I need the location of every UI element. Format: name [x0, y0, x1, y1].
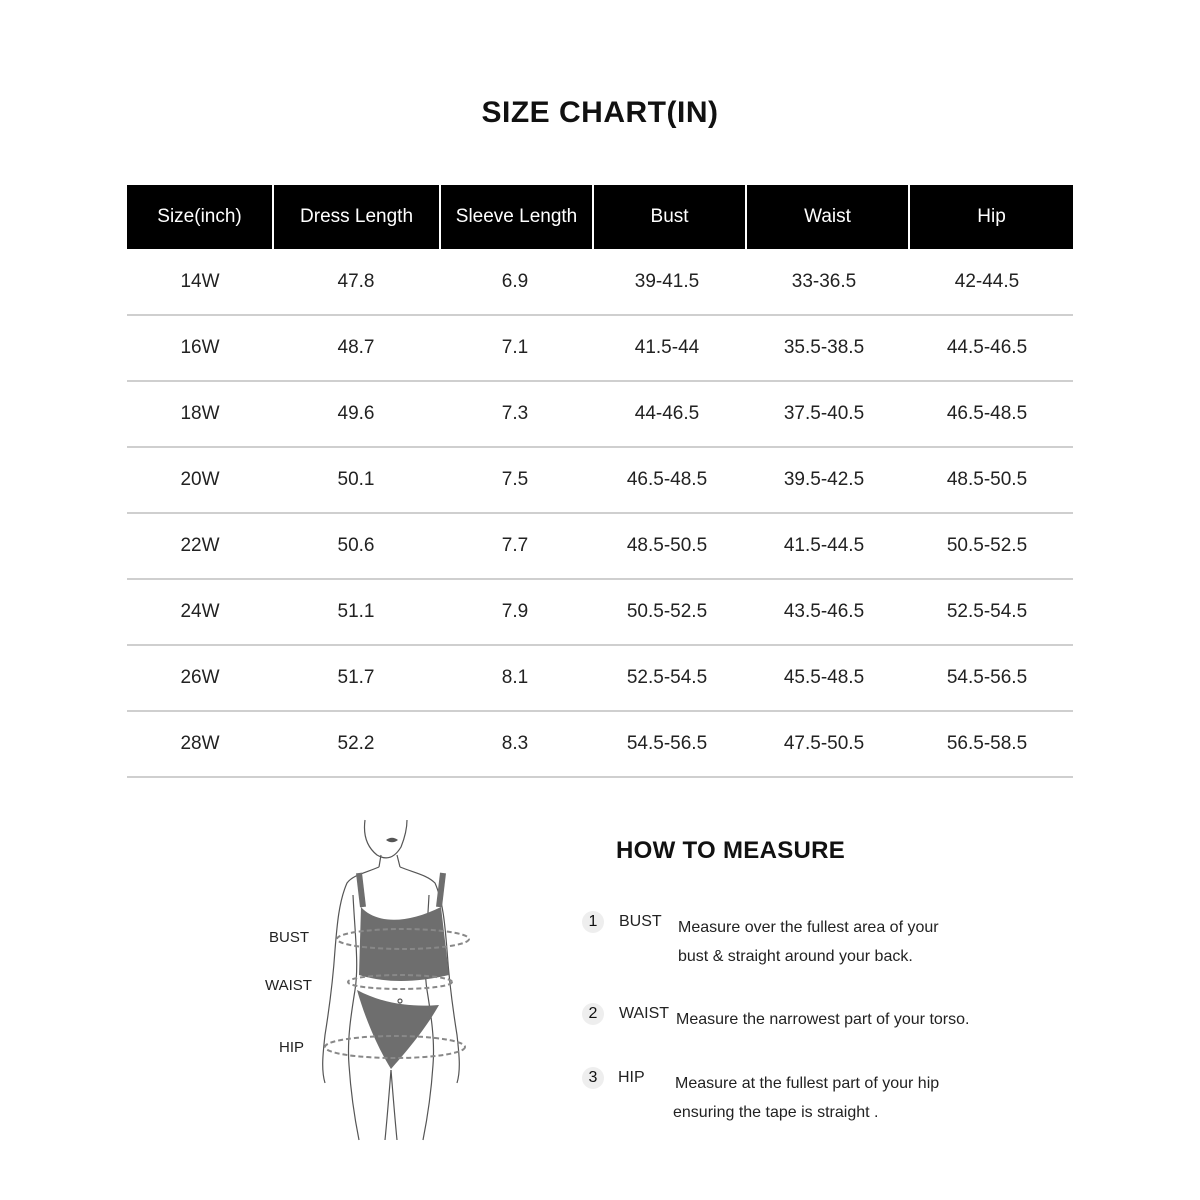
step-label: HIP: [618, 1069, 645, 1086]
table-row: [127, 250, 1073, 316]
table-row: [127, 316, 1073, 382]
cell-sleeve-length: 8.1: [501, 667, 529, 688]
cell-hip: 50.5-52.5: [946, 535, 1028, 556]
table-row: [127, 712, 1073, 778]
figure-label-bust: BUST: [269, 929, 310, 946]
cell-waist: 39.5-42.5: [783, 469, 865, 490]
step-text-line2: ensuring the tape is straight .: [673, 1104, 879, 1121]
step-label: WAIST: [619, 1005, 670, 1022]
table-row: [127, 514, 1073, 580]
cell-bust: 48.5-50.5: [626, 535, 708, 556]
page-title: SIZE CHART(IN): [481, 96, 719, 129]
cell-sleeve-length: 7.1: [501, 337, 529, 358]
cell-bust: 46.5-48.5: [626, 469, 708, 490]
cell-bust: 39-41.5: [634, 271, 700, 292]
cell-waist: 37.5-40.5: [783, 403, 865, 424]
step-text-line1: Measure the narrowest part of your torso.: [676, 1011, 970, 1028]
cell-sleeve-length: 7.9: [501, 601, 529, 622]
cell-sleeve-length: 7.7: [501, 535, 529, 556]
cell-waist: 35.5-38.5: [783, 337, 865, 358]
cell-dress-length: 51.7: [337, 667, 375, 688]
cell-sleeve-length: 7.3: [501, 403, 529, 424]
cell-hip: 54.5-56.5: [946, 667, 1028, 688]
cell-waist: 47.5-50.5: [783, 733, 865, 754]
cell-bust: 50.5-52.5: [626, 601, 708, 622]
cell-hip: 52.5-54.5: [946, 601, 1028, 622]
cell-size: 26W: [180, 667, 220, 688]
cell-sleeve-length: 6.9: [501, 271, 529, 292]
body-figure: [255, 815, 485, 1145]
cell-size: 24W: [180, 601, 220, 622]
cell-dress-length: 47.8: [337, 271, 375, 292]
cell-waist: 33-36.5: [791, 271, 857, 292]
figure-label-hip: HIP: [279, 1039, 305, 1056]
how-to-measure-title: HOW TO MEASURE: [616, 837, 846, 864]
header-dress-length: Dress Length: [274, 185, 439, 249]
header-hip: Hip: [910, 185, 1073, 249]
cell-hip: 48.5-50.5: [946, 469, 1028, 490]
step-label: BUST: [619, 913, 662, 930]
cell-dress-length: 50.1: [337, 469, 375, 490]
header-size: Size(inch): [127, 185, 272, 249]
header-bust: Bust: [594, 185, 745, 249]
cell-waist: 41.5-44.5: [783, 535, 865, 556]
cell-size: 18W: [180, 403, 220, 424]
cell-dress-length: 51.1: [337, 601, 375, 622]
cell-hip: 46.5-48.5: [946, 403, 1028, 424]
table-body: [127, 250, 1073, 778]
table-header: [127, 185, 1073, 249]
cell-sleeve-length: 7.5: [501, 469, 529, 490]
header-sleeve-length: Sleeve Length: [441, 185, 592, 249]
cell-size: 28W: [180, 733, 220, 754]
step-text-line2: bust & straight around your back.: [678, 948, 913, 965]
cell-dress-length: 50.6: [337, 535, 375, 556]
step-text-line1: Measure at the fullest part of your hip: [675, 1075, 940, 1092]
cell-hip: 42-44.5: [954, 271, 1020, 292]
cell-hip: 44.5-46.5: [946, 337, 1028, 358]
cell-bust: 54.5-56.5: [626, 733, 708, 754]
table-row: [127, 382, 1073, 448]
cell-hip: 56.5-58.5: [946, 733, 1028, 754]
cell-bust: 41.5-44: [634, 337, 700, 358]
step-text-line1: Measure over the fullest area of your: [678, 919, 939, 936]
cell-size: 22W: [180, 535, 220, 556]
cell-size: 16W: [180, 337, 220, 358]
step-number: 2: [582, 1003, 604, 1025]
cell-sleeve-length: 8.3: [501, 733, 529, 754]
cell-bust: 52.5-54.5: [626, 667, 708, 688]
cell-size: 14W: [180, 271, 220, 292]
table-row: [127, 580, 1073, 646]
step-number: 1: [582, 911, 604, 933]
table-row: [127, 448, 1073, 514]
cell-dress-length: 52.2: [337, 733, 375, 754]
cell-waist: 43.5-46.5: [783, 601, 865, 622]
cell-bust: 44-46.5: [634, 403, 700, 424]
figure-label-waist: WAIST: [265, 977, 312, 994]
cell-size: 20W: [180, 469, 220, 490]
cell-dress-length: 48.7: [337, 337, 375, 358]
header-waist: Waist: [747, 185, 908, 249]
step-number: 3: [582, 1067, 604, 1089]
cell-dress-length: 49.6: [337, 403, 375, 424]
cell-waist: 45.5-48.5: [783, 667, 865, 688]
table-row: [127, 646, 1073, 712]
